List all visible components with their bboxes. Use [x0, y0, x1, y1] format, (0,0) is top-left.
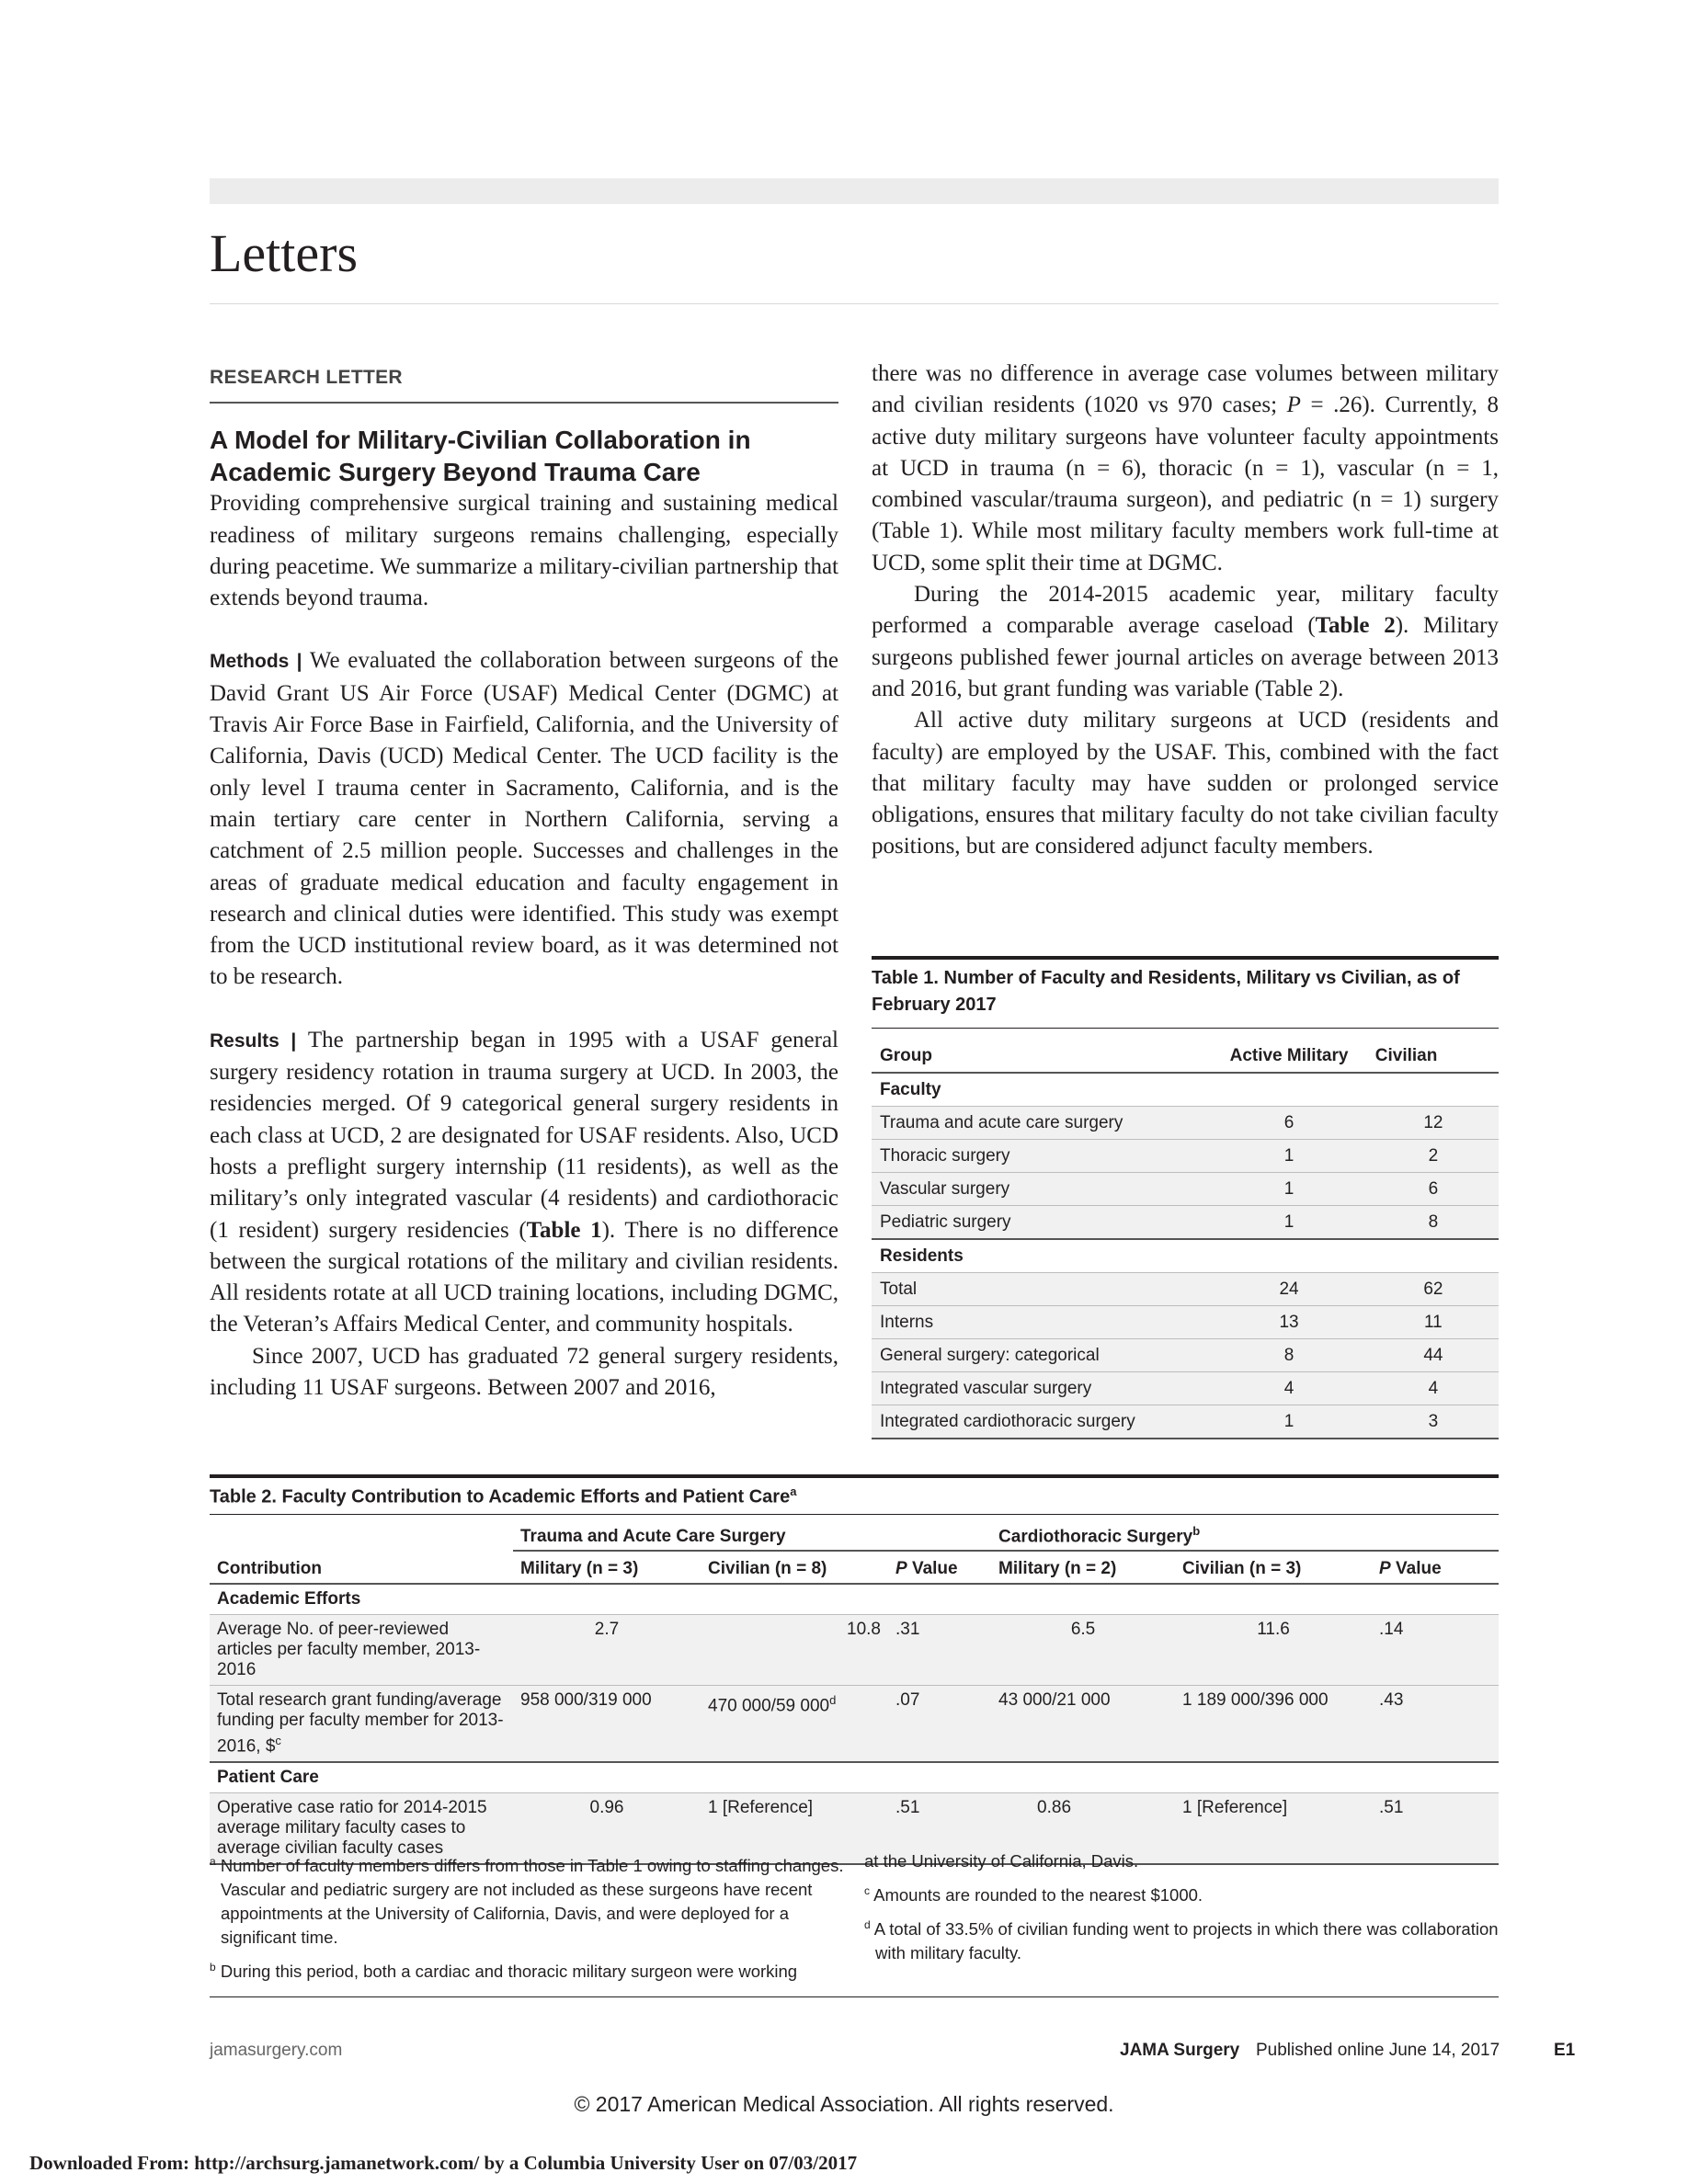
- column-header-text: Value: [1390, 1558, 1442, 1578]
- cell-civilian: 44: [1367, 1339, 1499, 1372]
- footnote-text: During this period, both a cardiac and thoracic military surgeon were working: [215, 1962, 798, 1982]
- right-text-3: During the 2014-2015 academic year, military faculty performed a comparable average caseload (: [872, 582, 1499, 639]
- footnote-mark: c: [275, 1733, 281, 1747]
- right-text-1: there was no difference in average case volumes between military and civilian residents (1020 vs 970 cases;: [872, 361, 1499, 418]
- cell-value: 0.96: [513, 1793, 701, 1865]
- cell-value: 1 [Reference]: [1175, 1793, 1372, 1865]
- footnote-mark: c: [864, 1884, 870, 1897]
- cell-civilian: 11: [1367, 1306, 1499, 1339]
- cell-p-value: .51: [888, 1793, 991, 1865]
- column-header: Civilian (n = 8): [701, 1551, 888, 1584]
- footnote-text: A total of 33.5% of civilian funding went to projects in which there was collaboration with military faculty.: [870, 1919, 1499, 1963]
- table-2-caption-text: Table 2. Faculty Contribution to Academic Efforts and Patient Care: [210, 1486, 791, 1507]
- footnote-mark: b: [1192, 1523, 1201, 1538]
- cell-military: 1: [1210, 1405, 1367, 1439]
- cell-civilian: 2: [1367, 1140, 1499, 1173]
- results-text-2: ). There is no difference between the surgical rotations of the military and civilian residents. All residents rotate at all UCD training locations, including DGMC, the Veteran’s Affairs Medical Center, and community hospitals.: [210, 1217, 839, 1337]
- subheader-row: [872, 1073, 1499, 1107]
- results-paragraph-2: Since 2007, UCD has graduated 72 general surgery residents, including 11 USAF surgeons. Between 2007 and 2016,: [210, 1343, 838, 1401]
- cell-value: 10.8: [701, 1614, 888, 1685]
- results-paragraph: [210, 1025, 838, 1341]
- methods-text: We evaluated the collaboration between surgeons of the David Grant US Air Force (USAF) Medical Center (DGMC) at Travis Air Force Base in Fairfield, California, and the University of California, Davis (UCD) Medical Center. The UCD facility is the only level I trauma center in Sacramento, California, and is the main tertiary care center in Northern California, serving a catchment of 2.5 million people. Successes and challenges in the areas of graduate medical education and faculty engagement in research and clinical duties were identified. This study was exempt from the UCD institutional review board, as it was determined not to be research.: [210, 648, 839, 990]
- table-row: [872, 1306, 1499, 1339]
- footnote-text: Amounts are rounded to the nearest $1000.: [870, 1885, 1203, 1905]
- article-title: A Model for Military-Civilian Collaboration in Academic Surgery Beyond Trauma Care: [210, 426, 751, 487]
- right-paragraph-3: All active duty military surgeons at UCD (residents and faculty) are employed by the USAF. This, combined with the fact that military faculty may have sudden or prolonged service obligations, ensures that military faculty do not take civilian faculty positions, but are considered adjunct faculty members.: [872, 708, 1499, 859]
- cell-military: 8: [1210, 1339, 1367, 1372]
- cell-value: [701, 1685, 888, 1762]
- table-row: [872, 1173, 1499, 1206]
- cell-p-value: .07: [888, 1685, 991, 1762]
- table-header-row: [872, 1040, 1499, 1073]
- cell-civilian: 8: [1367, 1206, 1499, 1240]
- column-header: [888, 1551, 991, 1584]
- cell-military: 6: [1210, 1107, 1367, 1140]
- footnote-mark: d: [829, 1692, 837, 1707]
- subheader-label: Academic Efforts: [210, 1584, 1499, 1615]
- copyright-notice: © 2017 American Medical Association. All rights reserved.: [574, 2092, 1114, 2116]
- cell-value: 2.7: [513, 1614, 701, 1685]
- row-label: [210, 1685, 513, 1762]
- group-header-row: [210, 1515, 1499, 1551]
- subheader-label: Patient Care: [210, 1762, 1499, 1793]
- p-symbol: P: [1379, 1558, 1391, 1578]
- cell-value: 43 000/21 000: [991, 1685, 1175, 1762]
- table-row: [872, 1107, 1499, 1140]
- methods-heading: Methods |: [210, 651, 310, 673]
- subheader-label: Faculty: [872, 1073, 1210, 1107]
- table-1-grid: [872, 1040, 1499, 1439]
- group-header: [991, 1515, 1499, 1551]
- table-row: [210, 1614, 1499, 1685]
- row-label: Vascular surgery: [872, 1173, 1210, 1206]
- cell-military: 1: [1210, 1173, 1367, 1206]
- footnote-mark: a: [210, 1855, 216, 1868]
- footnote-a: [210, 1849, 853, 1950]
- row-label: Average No. of peer-reviewed articles per faculty member, 2013-2016: [210, 1614, 513, 1685]
- cell-civilian: 3: [1367, 1405, 1499, 1439]
- footnote-text: Number of faculty members differs from those in Table 1 owing to staffing changes. Vascular and pediatric surgery are not included as these surgeons have recent appointments at the University of California, Davis, and were deployed for a significant time.: [215, 1856, 844, 1948]
- footnote-d: [864, 1913, 1499, 1965]
- row-label-text: Total research grant funding/average funding per faculty member for 2013-2016, $: [217, 1689, 504, 1757]
- row-label: Total: [872, 1273, 1210, 1306]
- cell-value: 6.5: [991, 1614, 1175, 1685]
- intro-paragraph: Providing comprehensive surgical training and sustaining medical readiness of military surgeons remains challenging, especially during peacetime. We summarize a military-civilian partnership that extends beyond trauma.: [210, 491, 838, 611]
- group-header: Trauma and Acute Care Surgery: [513, 1515, 991, 1551]
- table-header-row: [210, 1551, 1499, 1584]
- cell-value: 1 189 000/396 000: [1175, 1685, 1372, 1762]
- table-1: [872, 956, 1499, 1439]
- subheader-label: Residents: [872, 1239, 1210, 1273]
- table-2: [210, 1474, 1499, 1865]
- cell-p-value: .51: [1372, 1793, 1499, 1865]
- row-label: Integrated cardiothoracic surgery: [872, 1405, 1210, 1439]
- table-row: [872, 1206, 1499, 1240]
- table-row: [872, 1339, 1499, 1372]
- cell-value-text: 470 000/59 000: [708, 1696, 830, 1716]
- footnote-divider: [210, 1996, 1499, 1997]
- footnote-mark: a: [790, 1484, 797, 1498]
- results-heading: Results |: [210, 1029, 308, 1052]
- table-row: [872, 1405, 1499, 1439]
- footnote-mark: d: [864, 1918, 871, 1932]
- table-row: [210, 1685, 1499, 1762]
- cell-civilian: 6: [1367, 1173, 1499, 1206]
- table-row: [872, 1372, 1499, 1405]
- cell-civilian: 62: [1367, 1273, 1499, 1306]
- table2-reference: Table 2: [1315, 613, 1396, 639]
- cell-value: 958 000/319 000: [513, 1685, 701, 1762]
- column-header: Contribution: [210, 1551, 513, 1584]
- cell-military: 1: [1210, 1140, 1367, 1173]
- article-type-label: RESEARCH LETTER: [210, 358, 838, 404]
- table-row: [872, 1273, 1499, 1306]
- row-label: Operative case ratio for 2014-2015 average military faculty cases to average civilian faculty cases: [210, 1793, 513, 1865]
- cell-military: 24: [1210, 1273, 1367, 1306]
- cell-military: 4: [1210, 1372, 1367, 1405]
- column-header: Active Military: [1210, 1040, 1367, 1073]
- header-bar: [210, 178, 1499, 204]
- right-text-4: ). Military surgeons published fewer journal articles on average between 2013 and 2016, but grant funding was variable (Table 2).: [872, 613, 1499, 701]
- row-label: Interns: [872, 1306, 1210, 1339]
- footnote-c: [864, 1879, 1499, 1907]
- footnote-mark: b: [210, 1961, 216, 1974]
- right-column: [872, 358, 1499, 863]
- table-2-caption: [210, 1474, 1499, 1515]
- subheader-row: [210, 1762, 1499, 1793]
- cell-military: 1: [1210, 1206, 1367, 1240]
- row-label: Integrated vascular surgery: [872, 1372, 1210, 1405]
- column-header: Civilian: [1367, 1040, 1499, 1073]
- table-2-grid: [210, 1515, 1499, 1866]
- row-label: General surgery: categorical: [872, 1339, 1210, 1372]
- row-label: Thoracic surgery: [872, 1140, 1210, 1173]
- cell-value: 11.6: [1175, 1614, 1372, 1685]
- table-1-caption: Table 1. Number of Faculty and Residents, Military vs Civilian, as of February 2017: [872, 956, 1499, 1029]
- results-text-1: The partnership began in 1995 with a USAF general surgery residency rotation in trauma surgery at UCD. In 2003, the residencies merged. Of 9 categorical general surgery residents in each class at UCD, 2 are designated for USAF residents. Also, UCD hosts a preflight surgery internship (11 residents), as well as the military’s only integrated vascular (4 residents) and cardiothoracic (1 resident) surgery residencies (: [210, 1027, 838, 1243]
- row-label: Pediatric surgery: [872, 1206, 1210, 1240]
- download-stamp: Downloaded From: http://archsurg.jamanetwork.com/ by a Columbia University User on 07/03/2017: [29, 2152, 858, 2174]
- journal-url[interactable]: jamasurgery.com: [210, 2041, 343, 2060]
- publication-date: Published online June 14, 2017: [1256, 2041, 1500, 2060]
- p-symbol: P: [895, 1558, 907, 1578]
- journal-name: JAMA Surgery: [1120, 2041, 1240, 2060]
- column-header-text: Value: [907, 1558, 958, 1578]
- table1-reference: Table 1: [526, 1217, 602, 1243]
- cell-civilian: 12: [1367, 1107, 1499, 1140]
- methods-paragraph: [210, 645, 838, 993]
- subheader-row: [210, 1584, 1499, 1615]
- footnotes-left: [210, 1849, 853, 1989]
- cell-p-value: .31: [888, 1614, 991, 1685]
- section-title: Letters: [210, 223, 359, 283]
- cell-civilian: 4: [1367, 1372, 1499, 1405]
- column-header: Civilian (n = 3): [1175, 1551, 1372, 1584]
- p-symbol: P: [1286, 392, 1301, 418]
- footnote-b-continued: at the University of California, Davis.: [864, 1851, 1139, 1871]
- cell-p-value: .43: [1372, 1685, 1499, 1762]
- cell-value: 0.86: [991, 1793, 1175, 1865]
- table-row: [872, 1140, 1499, 1173]
- title-divider: [210, 303, 1499, 304]
- column-header: Military (n = 3): [513, 1551, 701, 1584]
- footnotes-right: [864, 1849, 1499, 1971]
- column-header: Group: [872, 1040, 1210, 1073]
- row-label: Trauma and acute care surgery: [872, 1107, 1210, 1140]
- right-paragraph-2: [872, 579, 1499, 705]
- cell-value: 1 [Reference]: [701, 1793, 888, 1865]
- cell-military: 13: [1210, 1306, 1367, 1339]
- right-text-2: = .26). Currently, 8 active duty military surgeons have volunteer faculty appointments at UCD in trauma (n = 6), thoracic (n = 1), vascular (n = 1, combined vascular/trauma surgeon), and pediatric (n = 1) surgery (Table 1). While most military faculty members work full-time at UCD, some split their time at DGMC.: [872, 392, 1499, 575]
- footnote-b: [210, 1955, 853, 1984]
- subheader-row: [872, 1239, 1499, 1273]
- left-column: [210, 358, 838, 1404]
- group-header-text: Cardiothoracic Surgery: [998, 1526, 1193, 1546]
- page-number: E1: [1554, 2041, 1576, 2060]
- right-paragraph-1: [872, 358, 1499, 579]
- column-header: Military (n = 2): [991, 1551, 1175, 1584]
- column-header: [1372, 1551, 1499, 1584]
- cell-p-value: .14: [1372, 1614, 1499, 1685]
